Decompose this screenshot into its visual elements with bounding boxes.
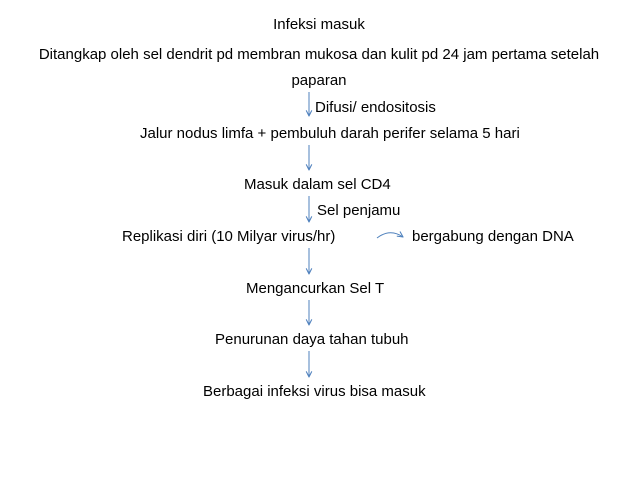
step-lymph-route: Jalur nodus limfa + pembuluh darah perifer selama 5 hari bbox=[140, 125, 520, 142]
step-replication: Replikasi diri (10 Milyar virus/hr) bbox=[122, 228, 336, 245]
step-dendritic-capture: Ditangkap oleh sel dendrit pd membran mukosa dan kulit pd 24 jam pertama setelah bbox=[38, 46, 600, 63]
arrow-side bbox=[377, 233, 403, 238]
step-immunity-drop: Penurunan daya tahan tubuh bbox=[215, 331, 409, 348]
step-dendritic-capture-cont: paparan bbox=[291, 72, 347, 89]
step-enter-cd4: Masuk dalam sel CD4 bbox=[244, 176, 391, 193]
step-infection-entry: Infeksi masuk bbox=[273, 16, 365, 33]
step-infections-enter: Berbagai infeksi virus bisa masuk bbox=[203, 383, 426, 400]
step-destroy-tcell: Mengancurkan Sel T bbox=[246, 280, 385, 297]
step-join-dna: bergabung dengan DNA bbox=[412, 228, 574, 245]
step-host-cell: Sel penjamu bbox=[317, 202, 401, 219]
step-diffusion: Difusi/ endositosis bbox=[315, 99, 436, 116]
